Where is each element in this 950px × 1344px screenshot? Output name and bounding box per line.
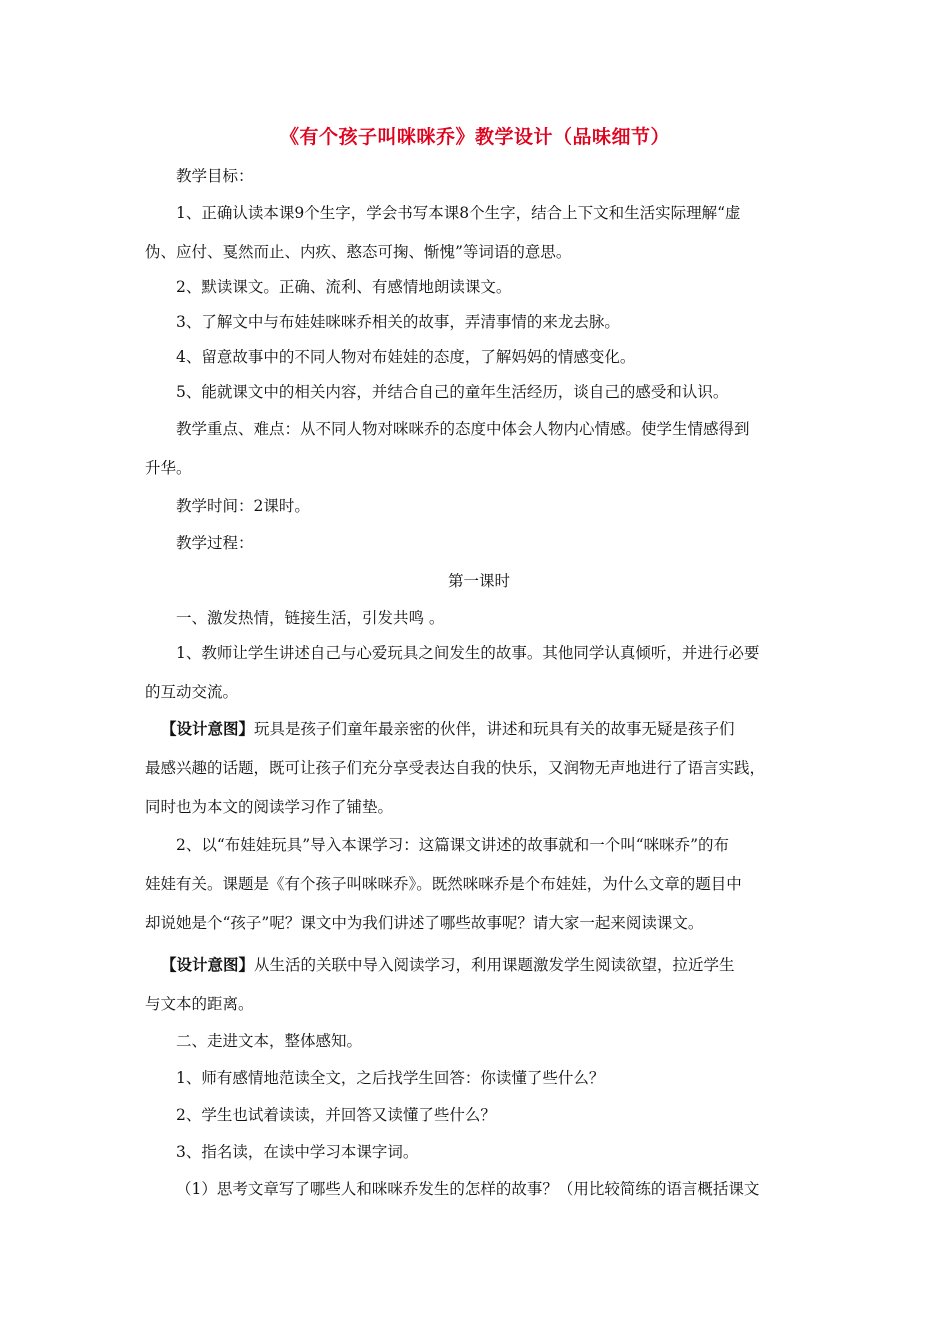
lesson-title: 第一课时	[447, 572, 510, 590]
objective-1-line-2: 伪、应付、戛然而止、内疚、憨态可掬、惭愧”等词语的意思。	[145, 243, 572, 261]
key-points	[145, 410, 813, 488]
objective-4: 4、留意故事中的不同人物对布娃娃的态度，了解妈妈的情感变化。	[176, 348, 636, 366]
design-intent-2	[145, 945, 813, 1024]
section-1-item-2-line-1: 2、以“布娃娃玩具”导入本课学习：这篇课文讲述的故事就和一个叫“咪咪乔”的布	[176, 836, 730, 854]
section-2-heading: 二、走进文本，整体感知。	[176, 1032, 363, 1050]
section-1-item-2	[145, 826, 813, 943]
document-title: 《有个孩子叫咪咪乔》教学设计（品味细节）	[279, 126, 670, 148]
section-1-heading: 一、激发热情，链接生活，引发共鸣 。	[176, 609, 445, 627]
design-intent-2-text: 从生活的关联中导入阅读学习，利用课题激发学生阅读欲望，拉近学生	[254, 956, 735, 974]
process-heading: 教学过程：	[176, 534, 254, 552]
key-points-line-2: 升华。	[145, 459, 192, 477]
design-intent-2-line-2: 与文本的距离。	[145, 995, 254, 1013]
section-2-item-2: 2、学生也试着读读，并回答又读懂了些什么？	[176, 1106, 496, 1124]
section-2-item-4: （1）思考文章写了哪些人和咪咪乔发生的怎样的故事？（用比较简练的语言概括课文	[176, 1180, 760, 1198]
design-intent-1	[145, 709, 813, 827]
teaching-time: 教学时间：2课时。	[176, 497, 310, 515]
design-intent-1-line-2: 最感兴趣的话题，既可让孩子们充分享受表达自我的快乐，又润物无声地进行了语言实践，	[145, 759, 766, 777]
design-intent-2-line-1	[145, 945, 813, 985]
section-1-item-1	[145, 634, 813, 712]
objective-5: 5、能就课文中的相关内容，并结合自己的童年生活经历，谈自己的感受和认识。	[176, 383, 729, 401]
key-points-line-1: 教学重点、难点：从不同人物对咪咪乔的态度中体会人物内心情感。使学生情感得到	[176, 420, 750, 438]
section-1-item-1-line-2: 的互动交流。	[145, 683, 239, 701]
section-1-item-2-line-2: 娃娃有关。课题是《有个孩子叫咪咪乔》。既然咪咪乔是个布娃娃，为什么文章的题目中	[145, 875, 742, 893]
section-1-item-2-line-3: 却说她是个“孩子”呢？课文中为我们讲述了哪些故事呢？请大家一起来阅读课文。	[145, 914, 704, 932]
design-intent-2-label: 【设计意图】	[161, 955, 255, 974]
objective-2: 2、默读课文。正确、流利、有感情地朗读课文。	[176, 278, 512, 296]
objective-3: 3、了解文中与布娃娃咪咪乔相关的故事，弄清事情的来龙去脉。	[176, 313, 620, 331]
section-2-item-3: 3、指名读，在读中学习本课字词。	[176, 1143, 419, 1161]
objective-1-line-1: 1、正确认读本课9个生字，学会书写本课8个生字，结合上下文和生活实际理解“虚	[176, 204, 741, 222]
design-intent-1-line-3: 同时也为本文的阅读学习作了铺垫。	[145, 798, 394, 816]
design-intent-1-label: 【设计意图】	[161, 719, 255, 738]
design-intent-1-text: 玩具是孩子们童年最亲密的伙伴，讲述和玩具有关的故事无疑是孩子们	[254, 720, 735, 738]
objectives-heading: 教学目标：	[176, 167, 254, 185]
objective-1	[145, 194, 813, 272]
section-2-item-1: 1、师有感情地范读全文，之后找学生回答：你读懂了些什么？	[176, 1069, 605, 1087]
design-intent-1-line-1	[145, 709, 813, 749]
section-1-item-1-line-1: 1、教师让学生讲述自己与心爱玩具之间发生的故事。其他同学认真倾听，并进行必要	[176, 644, 760, 662]
